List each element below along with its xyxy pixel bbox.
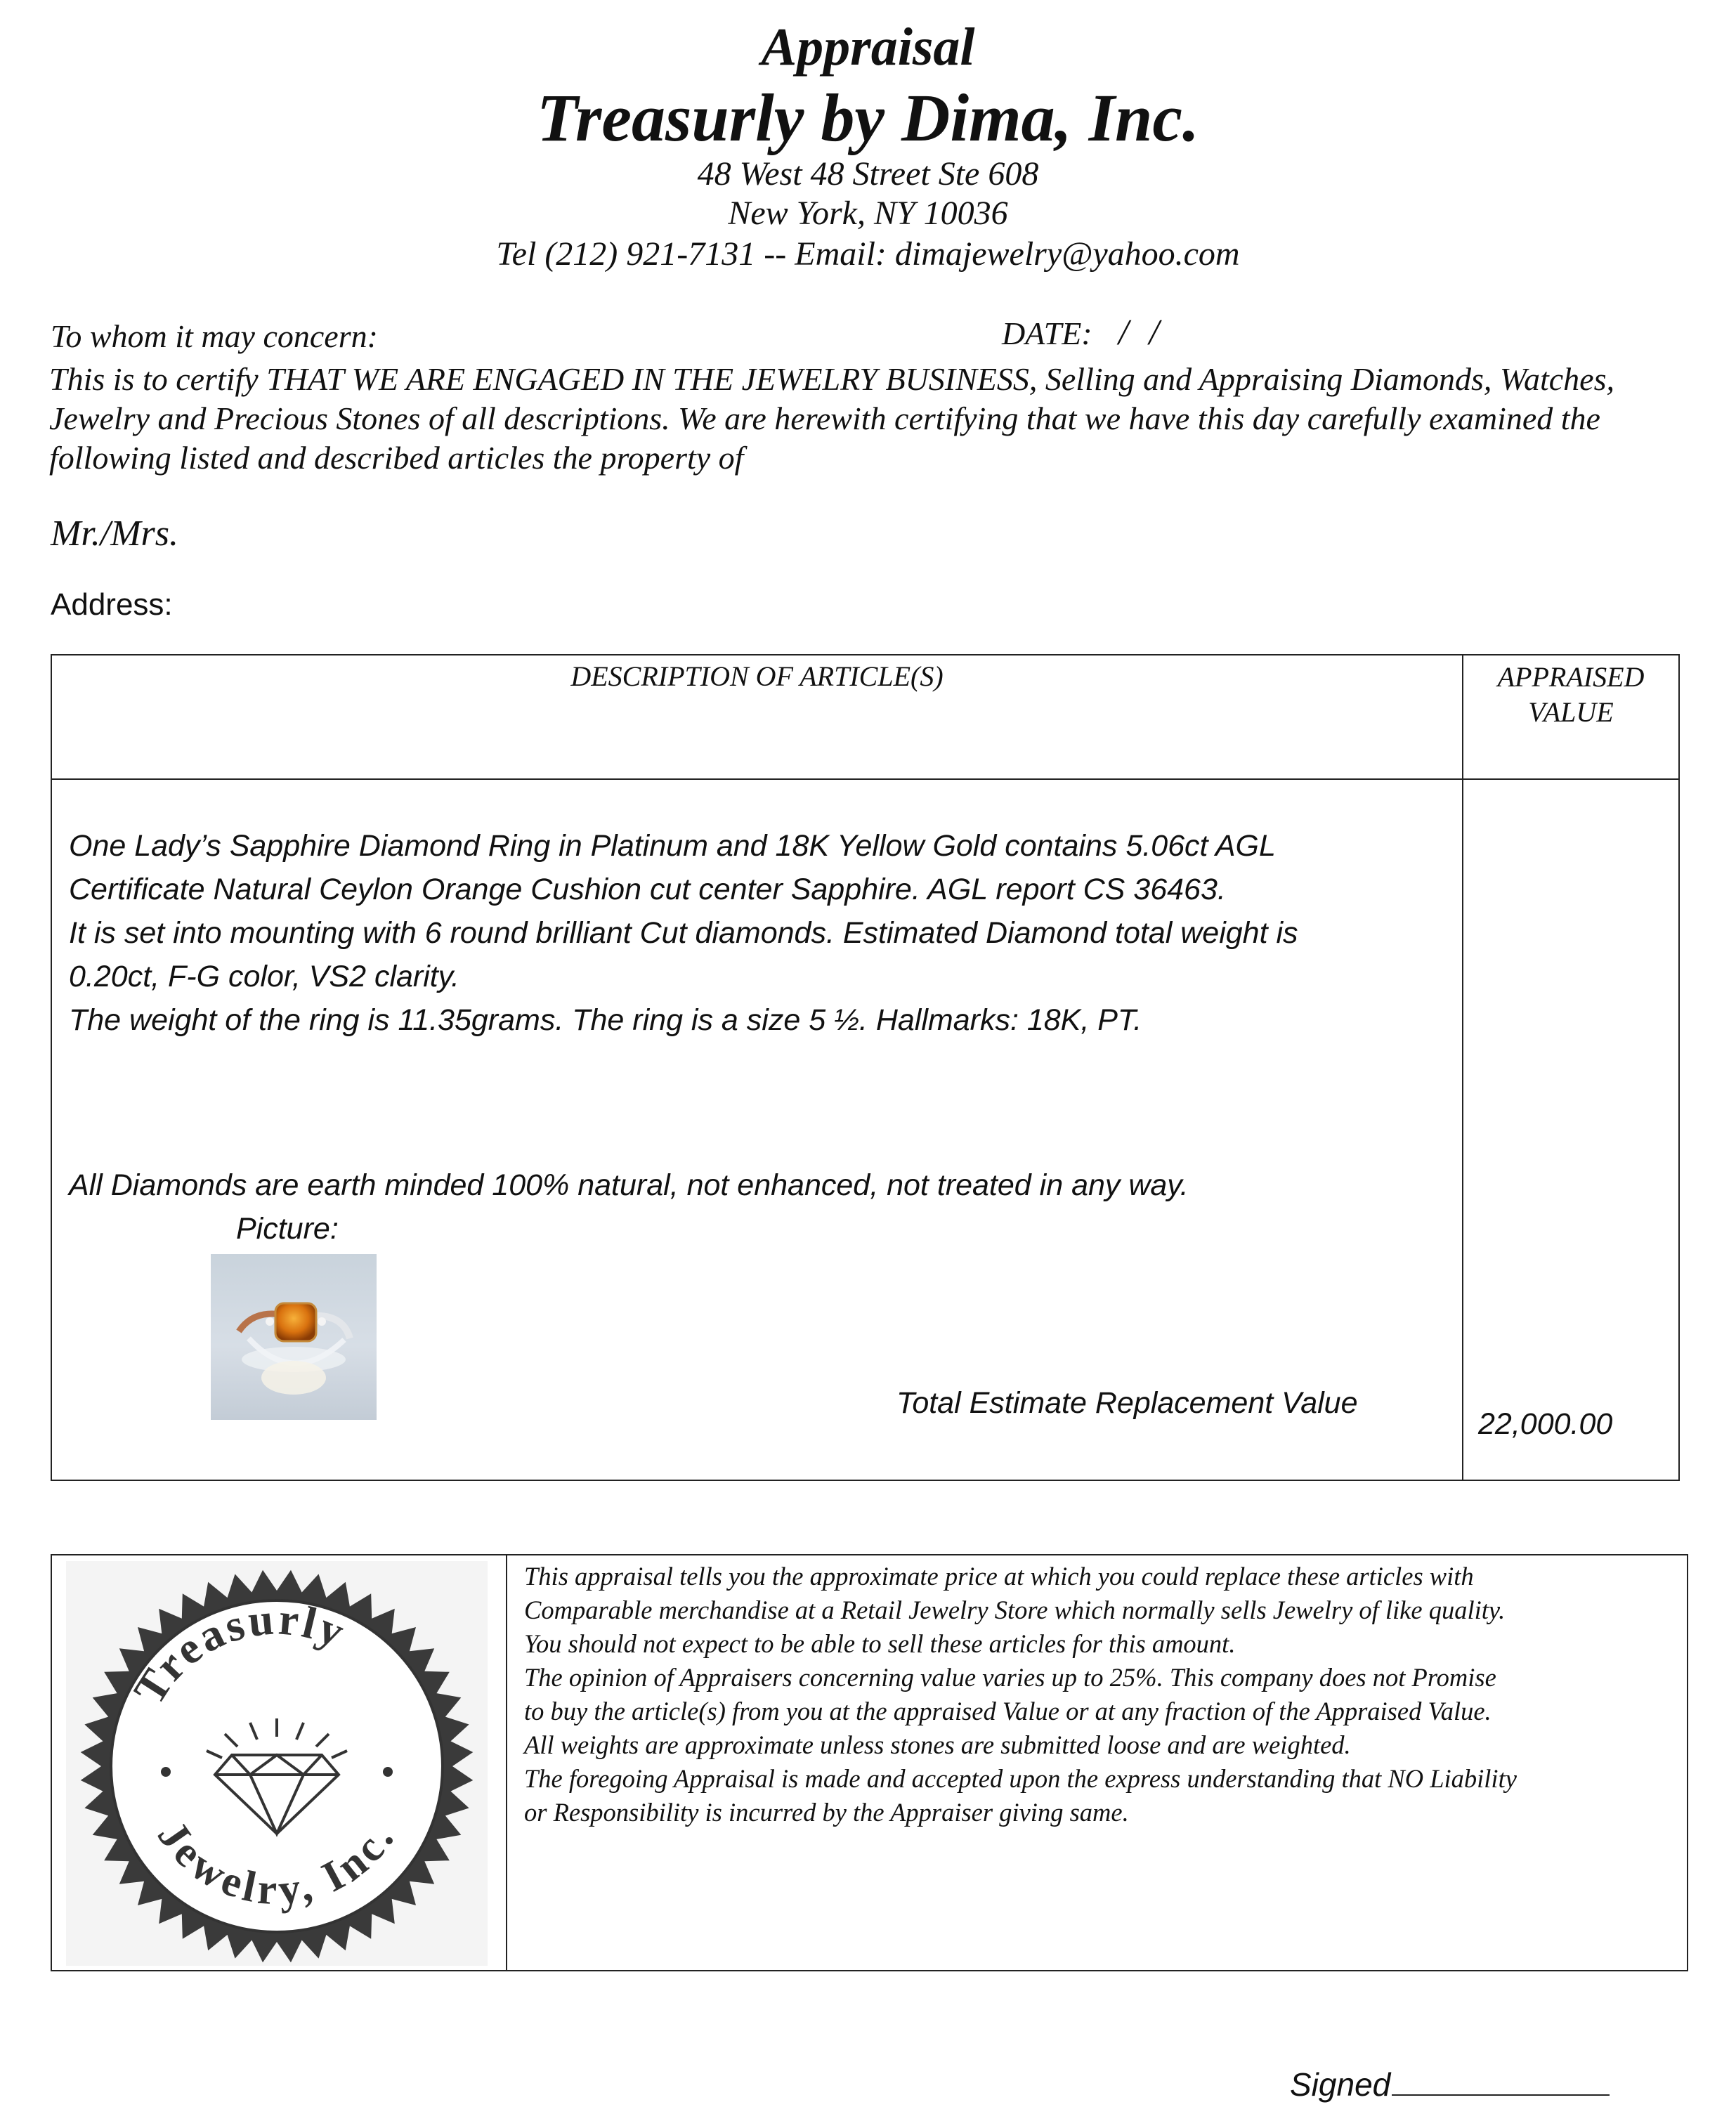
description-line: It is set into mounting with 6 round brilliant Cut diamonds. Estimated Diamond total weight is xyxy=(69,916,1298,950)
disclaimer-divider xyxy=(506,1555,507,1971)
disclaimer-line: You should not expect to be able to sell these articles for this amount. xyxy=(524,1629,1236,1658)
disclaimer-line: Comparable merchandise at a Retail Jewelry Store which normally sells Jewelry of like quality. xyxy=(524,1596,1506,1624)
company-address-line1: 48 West 48 Street Ste 608 xyxy=(697,155,1039,193)
document-title: Appraisal xyxy=(761,18,975,77)
description-line: 0.20ct, F-G color, VS2 clarity. xyxy=(69,960,459,993)
disclaimer-line: The opinion of Appraisers concerning value varies up to 25%. This company does not Promise xyxy=(524,1663,1496,1692)
disclaimer-line: to buy the article(s) from you at the appraised Value or at any fraction of the Appraised Value. xyxy=(524,1697,1492,1725)
date-value: / / xyxy=(1118,313,1165,353)
column-header-description: DESCRIPTION OF ARTICLE(S) xyxy=(570,660,944,692)
owner-name-label: Mr./Mrs. xyxy=(51,514,179,554)
owner-address-label: Address: xyxy=(51,587,173,622)
disclaimer-line: or Responsibility is incurred by the Appraiser giving same. xyxy=(524,1798,1129,1827)
disclaimer-text xyxy=(524,1560,1676,1829)
total-value-label: Total Estimate Replacement Value xyxy=(896,1386,1358,1420)
greeting: To whom it may concern: xyxy=(51,318,378,354)
description-line: The weight of the ring is 11.35grams. The ring is a size 5 ½. Hallmarks: 18K, PT. xyxy=(69,1003,1142,1037)
articles-table xyxy=(51,654,1680,1481)
ring-photo xyxy=(211,1254,377,1420)
disclaimer-line: This appraisal tells you the approximate price at which you could replace these articles with xyxy=(524,1562,1474,1591)
date-label: DATE: xyxy=(1002,315,1092,351)
disclaimer-line: The foregoing Appraisal is made and accepted upon the express understanding that NO Liability xyxy=(524,1764,1517,1793)
total-value-amount: 22,000.00 xyxy=(1478,1407,1613,1441)
disclaimer-box xyxy=(51,1554,1688,1971)
disclaimer-line: All weights are approximate unless stones are submitted loose and are weighted. xyxy=(524,1730,1351,1759)
description-line: Certificate Natural Ceylon Orange Cushion cut center Sapphire. AGL report CS 36463. xyxy=(69,873,1226,906)
seal-bottom-text: Jewelry, Inc. xyxy=(148,1813,405,1914)
natural-diamond-statement: All Diamonds are earth minded 100% natural, not enhanced, not treated in any way. xyxy=(69,1168,1189,1202)
seal-top-text: Treasurly xyxy=(124,1593,354,1713)
article-description xyxy=(69,824,1453,1042)
signature-line[interactable] xyxy=(1392,2066,1610,2096)
signature-area xyxy=(1290,2066,1610,2103)
certification-paragraph: This is to certify THAT WE ARE ENGAGED IN THE JEWELRY BUSINESS, Selling and Appraising Diamonds, Watches, Jewelry and Precious Stones of all descriptions. We are herewith certifying that we have this day carefully examined the following listed and described articles the property of xyxy=(49,361,1614,476)
signed-label: Signed xyxy=(1290,2066,1391,2103)
description-line: One Lady’s Sapphire Diamond Ring in Platinum and 18K Yellow Gold contains 5.06ct AGL xyxy=(69,829,1276,863)
company-seal xyxy=(66,1561,488,1966)
table-header-divider xyxy=(52,778,1678,780)
company-contact: Tel (212) 921-7131 -- Email: dimajewelry@yahoo.com xyxy=(496,235,1240,273)
picture-label: Picture: xyxy=(236,1212,339,1246)
column-header-appraised-value: APPRAISED VALUE xyxy=(1497,661,1645,728)
company-address-line2: New York, NY 10036 xyxy=(728,195,1008,232)
company-name: Treasurly by Dima, Inc. xyxy=(536,80,1200,155)
